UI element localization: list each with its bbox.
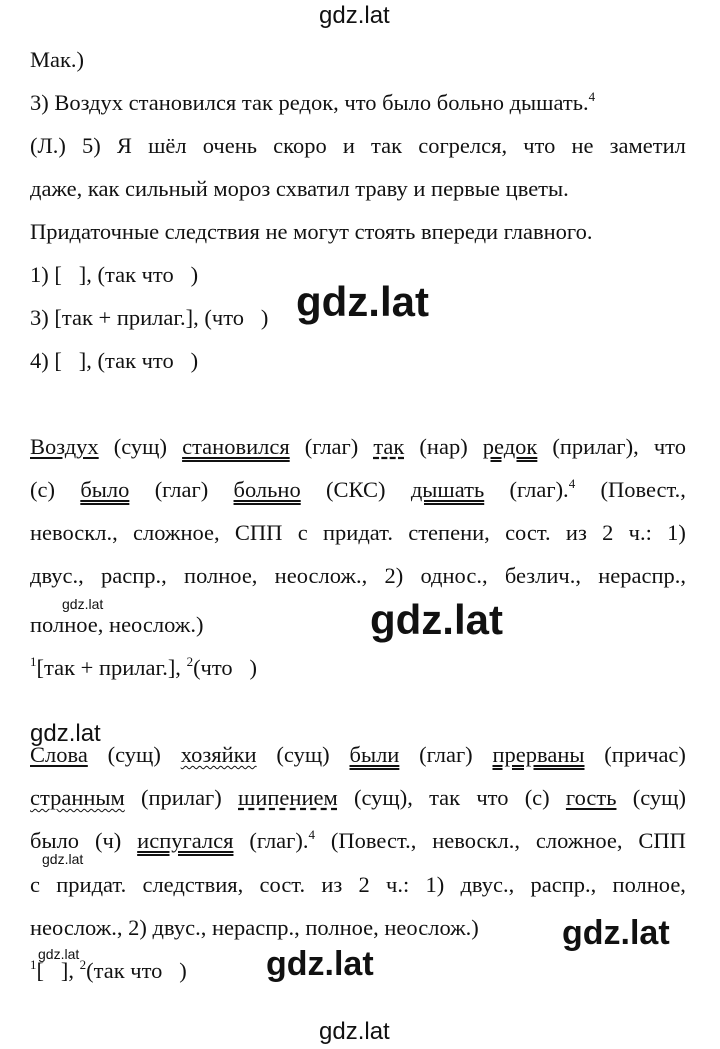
text-line-justified: (Л.) 5) Я шёл очень скоро и так согрелся, что не заметил	[30, 133, 686, 158]
watermark-2: gdz.lat	[370, 596, 503, 643]
watermark-bottom: gdz.lat	[319, 1018, 390, 1045]
parse-line: с придат. следствия, сост. из 2 ч.: 1) двус., распр., полное,	[30, 872, 686, 897]
subject-word: гость	[565, 785, 617, 810]
parse-line: неослож., 2) двус., нераспр., полное, неослож.)	[30, 915, 479, 940]
scheme-line: 1) [ ], (так что )	[30, 262, 199, 287]
watermark-5: gdz.lat	[266, 945, 374, 983]
scheme-line: $^1$[так + прилаг.], $^2$(что )	[30, 654, 258, 680]
parse-line: полное, неослож.)	[30, 612, 204, 637]
watermark-small-1: gdz.lat	[62, 596, 104, 612]
text-line: Мак.)	[30, 47, 85, 72]
watermark-4: gdz.lat	[562, 914, 670, 952]
predicate-word: редок	[482, 434, 538, 459]
watermark-3: gdz.lat	[30, 720, 101, 747]
watermark-1: gdz.lat	[296, 278, 429, 325]
watermark-small-3: gdz.lat	[38, 946, 80, 962]
attribute-word: странным	[30, 785, 125, 810]
subject-word: Слова	[30, 742, 88, 767]
subject-word: Воздух	[30, 434, 99, 459]
text-line: 3) Воздух становился так редок, что было больно дышать.$^4$	[30, 89, 596, 115]
parse-line: (с) было (глаг) больно (СКС) дышать (глаг).$^4$ (Повест.,	[30, 476, 686, 502]
scheme-line: 3) [так + прилаг.], (что )	[30, 305, 269, 330]
parse-line: странным (прилаг) шипением (сущ), так что (с) гость (сущ)	[30, 785, 686, 810]
text-line: даже, как сильный мороз схватил траву и первые цветы.	[30, 176, 569, 201]
predicate-word: прерваны	[492, 742, 585, 767]
scheme-line: $^1$[ ], $^2$(так что )	[30, 957, 187, 983]
parse-line: было (ч) испугался (глаг).$^4$ (Повест., невоскл., сложное, СПП	[30, 827, 686, 853]
parse-line: невоскл., сложное, СПП с придат. степени, сост. из 2 ч.: 1)	[30, 520, 686, 545]
text-line: Придаточные следствия не могут стоять впереди главного.	[30, 219, 593, 244]
scheme-line: 4) [ ], (так что )	[30, 348, 199, 373]
object-word: шипением	[238, 785, 338, 810]
parse-line: Слова (сущ) хозяйки (сущ) были (глаг) прерваны (причас)	[30, 742, 686, 767]
predicate-word: испугался	[137, 828, 234, 853]
adverbial-word: так	[373, 434, 405, 459]
watermark-top: gdz.lat	[319, 2, 390, 29]
parse-line: двус., распр., полное, неослож., 2) однос., безлич., нераспр.,	[30, 563, 686, 588]
watermark-small-2: gdz.lat	[42, 851, 84, 867]
predicate-word: становился	[182, 434, 290, 459]
predicate-word: были	[349, 742, 400, 767]
predicate-word: было	[80, 477, 130, 502]
parse-line: Воздух (сущ) становился (глаг) так (нар) редок (прилаг), что	[30, 434, 686, 459]
attribute-word: хозяйки	[180, 742, 257, 767]
predicate-word: дышать	[410, 477, 485, 502]
predicate-word: больно	[233, 477, 301, 502]
